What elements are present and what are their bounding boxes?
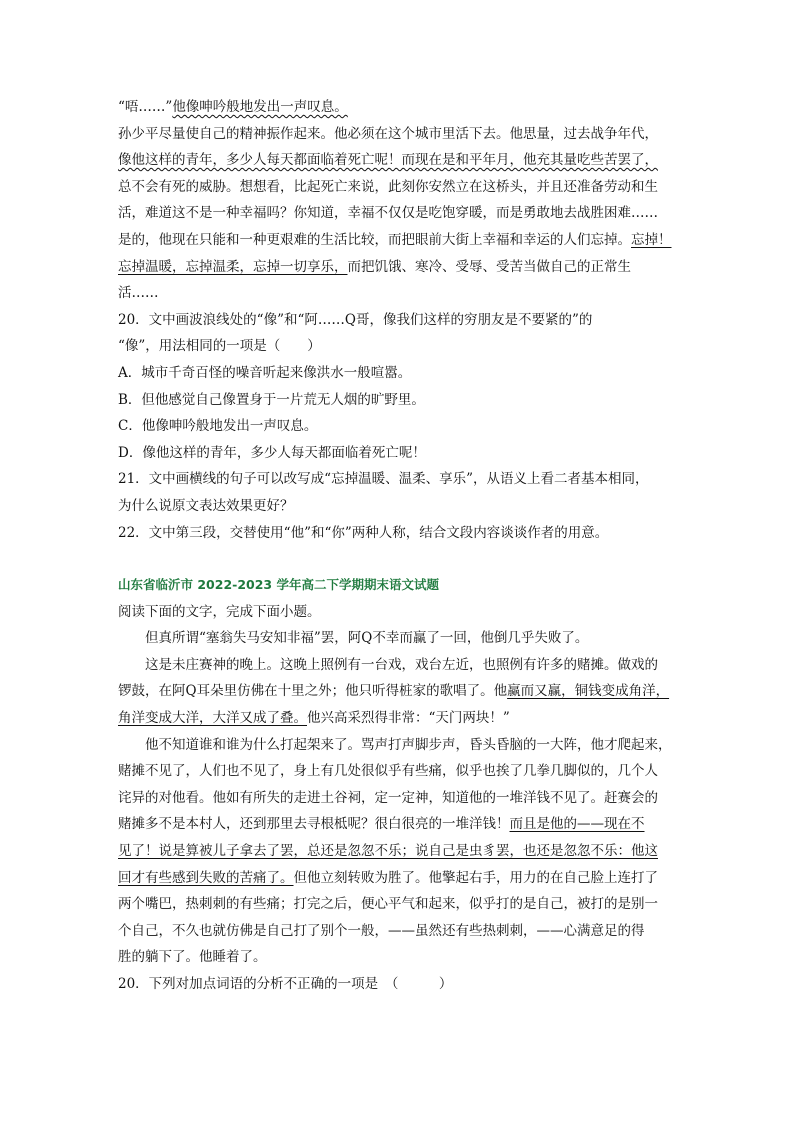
passage2-para3-line: 两个嘴巴，热刺刺的有些痛；打完之后，便心平气和起来，似乎打的是自己，被打的是别一 [118,896,658,913]
question-22: 22．文中第三段，交替使用“他”和“你”两种人称，结合文段内容谈谈作者的用意。 [118,524,609,541]
question-20-line1: 20．文中画波浪线处的“像”和“阿……Q哥，像我们这样的穷朋友是不要紧的”的 [118,311,593,328]
underlined-phrase: 忘掉！ [631,231,672,248]
wavy-underlined-sentence: 他像呻吟般地发出一声叹息。 [172,99,348,115]
passage2-para1: 但真所谓“塞翁失马安知非福”罢，阿Q不幸而赢了一回，他倒几乎失败了。 [145,630,589,647]
passage2-para3-line: 他不知道谁和谁为什么打起架来了。骂声打声脚步声，昏头昏脑的一大阵，他才爬起来， [145,736,672,753]
question-20-option-d: D．像他这样的青年，多少人每天都面临着死亡呢！ [118,444,426,461]
passage2-para3-line: 个自己，不久也就仿佛是自己打了别个一般，——虽然还有些热刺刺，——心满意足的得 [118,922,645,939]
passage1-para-line: 像他这样的青年，多少人每天都面临着死亡呢！而现在是和平年月，他充其量吃些苦罢了， [118,152,658,169]
passage2-para2-line: 这是未庄赛神的晚上。这晚上照例有一台戏，戏台左近，也照例有许多的赌摊。做戏的 [145,656,658,673]
document-page [118,94,680,998]
question-20-option-a: A．城市千奇百怪的噪音听起来像洪水一般喧嚣。 [118,364,412,381]
underlined-sentence: 回才有些感到失败的苦痛了。 [118,869,294,886]
underlined-phrase: 角洋变成大洋，大洋又成了叠。 [118,710,307,727]
underlined-sentence: 忘掉温暖，忘掉温柔，忘掉一切享乐， [118,258,348,275]
passage1-para-line: 孙少平尽量使自己的精神振作起来。他必须在这个城市里活下去。他思量，过去战争年代， [118,125,658,142]
question-20-option-c: C．他像呻吟般地发出一声叹息。 [118,418,318,435]
passage2-para2-line: 锣鼓，在阿Q耳朵里仿佛在十里之外；他只听得桩家的歌唱了。他赢而又赢，铜钱变成角洋， [118,683,670,700]
question-20-line2: “像”，用法相同的一项是（ ） [118,338,321,355]
passage1-line-sigh: “唔……”他像呻吟般地发出一声叹息。 [118,99,348,115]
underlined-sentence: 而且是他的——现在不 [509,816,645,833]
section-gap [118,546,680,572]
passage2-para3-line: 回才有些感到失败的苦痛了。但他立刻转败为胜了。他擎起右手，用力的在自己脸上连打了 [118,869,658,886]
underlined-sentence: 见了！说是算被儿子拿去了罢，总还是忽忽不乐；说自己是虫豸罢，也还是忽忽不乐：他这 [118,843,658,860]
question-21-line1: 21．文中画横线的句子可以改写成“忘掉温暖、温柔、享乐”，从语义上看二者基本相同， [118,471,649,488]
passage1-para-line: 活…… [118,285,159,302]
underlined-phrase: 赢而又赢，铜钱变成角洋， [507,683,670,700]
passage2-para3-line: 赌摊不见了，人们也不见了，身上有几处很似乎有些痛，似乎也挨了几拳几脚似的，几个人 [118,763,658,780]
question-21-line2: 为什么说原文表达效果更好？ [118,497,294,514]
passage1-para-line: 忘掉温暖，忘掉温柔，忘掉一切享乐，而把饥饿、寒冷、受辱、受苦当做自己的正常生 [118,258,631,275]
passage2-para3-line [118,838,680,865]
passage1-para-line: 总不会有死的威胁。想想看，比起死亡来说，此刻你安然立在这桥头，并且还准备劳动和生 [118,178,658,195]
passage2-question-20: 20．下列对加点词语的分析不正确的一项是 （ ） [118,976,453,992]
passage2-para3-line: 胜的躺下了。他睡着了。 [118,949,267,966]
section-title: 山东省临沂市 2022-2023 学年高二下学期期末语文试题 [118,577,439,593]
question-20-option-b: B．但他感觉自己像置身于一片荒无人烟的旷野里。 [118,391,425,408]
passage2-para2-line: 角洋变成大洋，大洋又成了叠。他兴高采烈得非常：“天门两块！” [118,710,510,727]
passage1-para-line: 活，难道这不是一种幸福吗？你知道，幸福不仅仅是吃饱穿暖，而是勇敢地去战胜困难…… [118,205,658,222]
passage2-para3-line: 赌摊多不是本村人，还到那里去寻根柢呢？很白很亮的一堆洋钱！而且是他的——现在不 [118,816,645,833]
passage1-para-line: 是的，他现在只能和一种更艰难的生活比较，而把眼前大街上幸福和幸运的人们忘掉。忘掉！ [118,231,672,248]
passage2-para3-line: 诧异的对他看。他如有所失的走进土谷祠，定一定神，知道他的一堆洋钱不见了。赶赛会的 [118,789,658,806]
reading-instruction: 阅读下面的文字，完成下面小题。 [118,603,321,620]
